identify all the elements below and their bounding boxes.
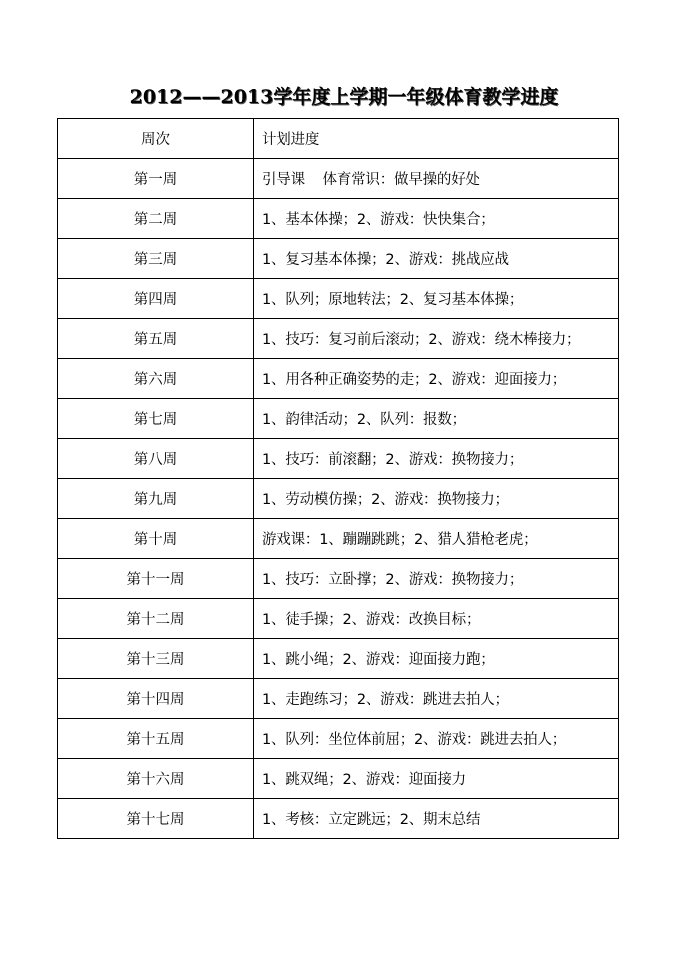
- week-cell: 第八周: [58, 439, 254, 479]
- week-cell: 第十三周: [58, 639, 254, 679]
- plan-cell: 1、复习基本体操；2、游戏：挑战应战: [254, 239, 619, 279]
- plan-cell: 1、用各种正确姿势的走；2、游戏：迎面接力；: [254, 359, 619, 399]
- table-row: [58, 559, 619, 599]
- plan-cell: 1、走跑练习；2、游戏：跳进去拍人；: [254, 679, 619, 719]
- plan-cell: 1、基本体操；2、游戏：快快集合；: [254, 199, 619, 239]
- schedule-table: [57, 118, 619, 839]
- table-row: [58, 639, 619, 679]
- plan-cell: 1、劳动模仿操；2、游戏：换物接力；: [254, 479, 619, 519]
- table-row: [58, 199, 619, 239]
- plan-cell: 1、技巧：前滚翻；2、游戏：换物接力；: [254, 439, 619, 479]
- table-row: [58, 679, 619, 719]
- week-cell: 第十周: [58, 519, 254, 559]
- page-title: 2012——2013学年度上学期一年级体育教学进度: [129, 86, 559, 108]
- week-cell: 第二周: [58, 199, 254, 239]
- week-cell: 第四周: [58, 279, 254, 319]
- week-cell: 第六周: [58, 359, 254, 399]
- plan-cell: 1、跳小绳；2、游戏：迎面接力跑；: [254, 639, 619, 679]
- week-cell: 第十一周: [58, 559, 254, 599]
- week-cell: 第五周: [58, 319, 254, 359]
- table-row: [58, 599, 619, 639]
- plan-cell: 游戏课：1、蹦蹦跳跳；2、猎人猎枪老虎；: [254, 519, 619, 559]
- week-cell: 第一周: [58, 159, 254, 199]
- week-cell: 第十五周: [58, 719, 254, 759]
- plan-cell: 1、队列：坐位体前屈；2、游戏：跳进去拍人；: [254, 719, 619, 759]
- table-row: [58, 319, 619, 359]
- week-cell: 第九周: [58, 479, 254, 519]
- table-row: [58, 519, 619, 559]
- table-row: [58, 159, 619, 199]
- week-cell: 第七周: [58, 399, 254, 439]
- table-row: [58, 719, 619, 759]
- week-cell: 第十六周: [58, 759, 254, 799]
- table-row: [58, 479, 619, 519]
- header-plan: 计划进度: [254, 119, 619, 159]
- week-cell: 第十二周: [58, 599, 254, 639]
- plan-cell: 1、韵律活动；2、队列：报数；: [254, 399, 619, 439]
- plan-cell: 1、考核：立定跳远；2、期末总结: [254, 799, 619, 839]
- plan-cell: 1、技巧：复习前后滚动；2、游戏：绕木棒接力；: [254, 319, 619, 359]
- header-week: 周次: [58, 119, 254, 159]
- table-row: [58, 799, 619, 839]
- plan-cell: 1、技巧：立卧撑；2、游戏：换物接力；: [254, 559, 619, 599]
- table-row: [58, 759, 619, 799]
- table-row: [58, 359, 619, 399]
- table-row: [58, 279, 619, 319]
- plan-cell: 引导课 体育常识：做早操的好处: [254, 159, 619, 199]
- table-row: [58, 239, 619, 279]
- week-cell: 第十七周: [58, 799, 254, 839]
- week-cell: 第十四周: [58, 679, 254, 719]
- table-row: [58, 439, 619, 479]
- table-row: [58, 399, 619, 439]
- table-header-row: [58, 119, 619, 159]
- week-cell: 第三周: [58, 239, 254, 279]
- plan-cell: 1、徒手操；2、游戏：改换目标；: [254, 599, 619, 639]
- plan-cell: 1、队列；原地转法；2、复习基本体操；: [254, 279, 619, 319]
- plan-cell: 1、跳双绳；2、游戏：迎面接力: [254, 759, 619, 799]
- schedule-table-body: [58, 119, 619, 839]
